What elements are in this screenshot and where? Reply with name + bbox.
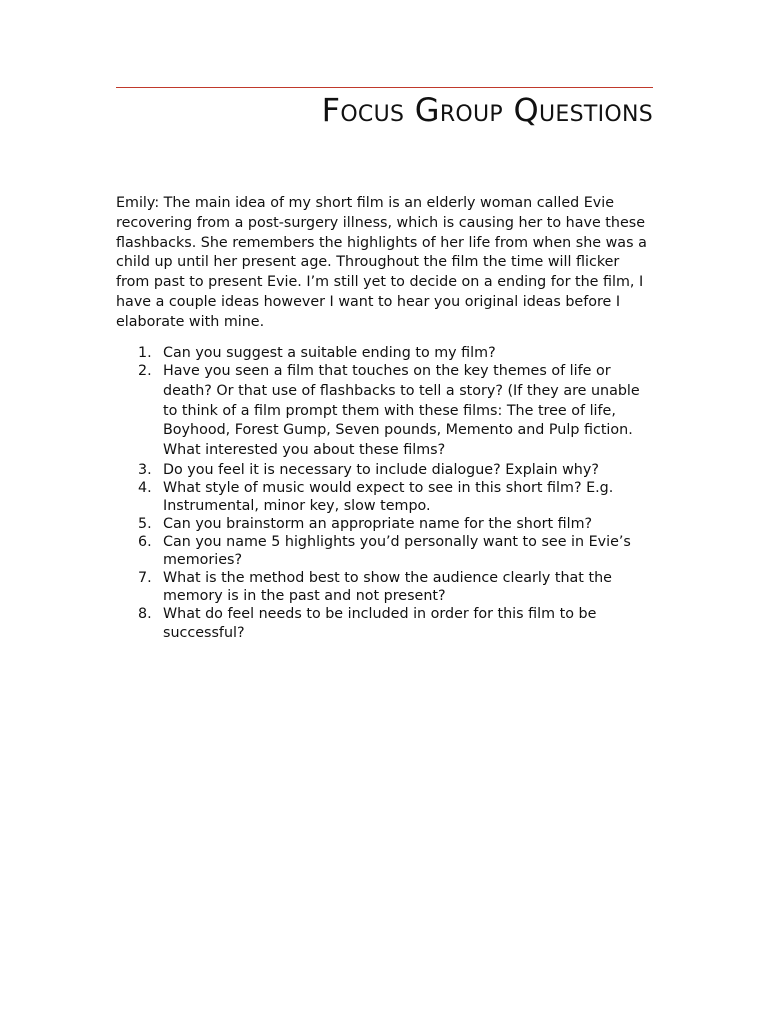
question-number: 1. <box>138 345 152 361</box>
question-number: 6. <box>138 533 152 550</box>
question-number: 8. <box>138 605 152 622</box>
question-list <box>116 344 656 644</box>
question-text: What style of music would expect to see in this short film? E.g. Instrumental, minor key, slow tempo. <box>163 479 614 514</box>
list-item <box>116 569 656 605</box>
question-text: Have you seen a film that touches on the key themes of life or death? Or that use of flashbacks to tell a story? (If they are unable to think of a film prompt them with these films: The tree of life, Boyhood, Forest Gump, Seven pounds, Memento and Pulp fiction. What interested you about these films? <box>163 363 640 459</box>
list-item <box>116 461 656 479</box>
list-item <box>116 479 656 515</box>
question-text: Can you name 5 highlights you’d personally want to see in Evie’s memories? <box>163 533 631 568</box>
list-item <box>116 344 656 362</box>
list-item <box>116 515 656 533</box>
list-item <box>116 533 656 569</box>
question-number: 7. <box>138 569 152 586</box>
question-text: What do feel needs to be included in order for this film to be successful? <box>163 605 597 642</box>
question-number: 2. <box>138 363 152 379</box>
question-number: 4. <box>138 479 152 496</box>
question-number: 3. <box>138 461 152 478</box>
question-text: Do you feel it is necessary to include dialogue? Explain why? <box>163 461 599 478</box>
question-text: Can you brainstorm an appropriate name for the short film? <box>163 515 593 532</box>
question-text: What is the method best to show the audience clearly that the memory is in the past and not present? <box>163 569 612 604</box>
question-text: Can you suggest a suitable ending to my film? <box>163 345 496 361</box>
list-item <box>116 605 656 644</box>
question-number: 5. <box>138 515 152 532</box>
page-title: Focus Group Questions <box>321 91 653 129</box>
intro-paragraph: Emily: The main idea of my short film is an elderly woman called Evie recovering from a post-surgery illness, which is causing her to have these flashbacks. She remembers the highlights of her life from when she was a child up until her present age. Throughout the film the time will flicker from past to present Evie. I’m still yet to decide on a ending for the film, I have a couple ideas however I want to hear you original ideas before I elaborate with mine. <box>116 195 647 330</box>
list-item <box>116 362 656 461</box>
